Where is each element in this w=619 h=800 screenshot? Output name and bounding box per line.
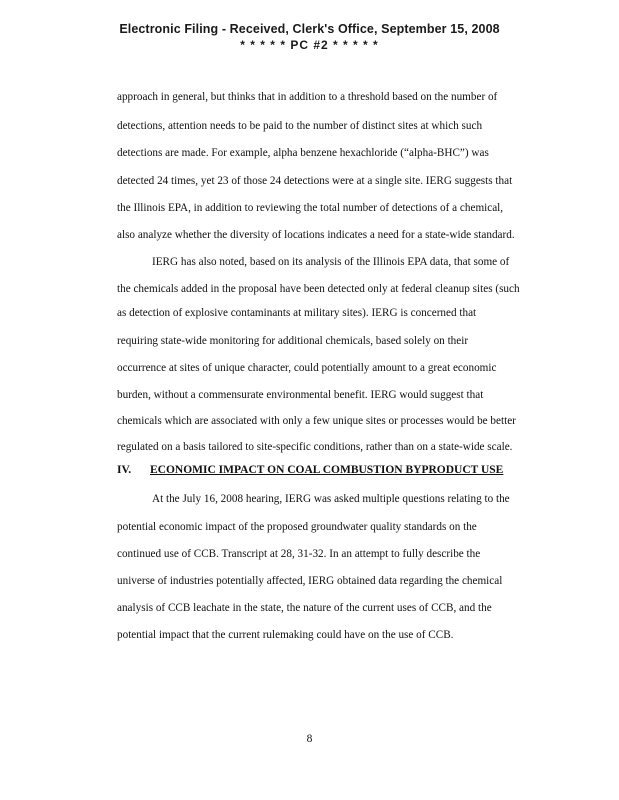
body-line: the chemicals added in the proposal have been detected only at federal cleanup sites (such — [117, 283, 520, 295]
body-line: also analyze whether the diversity of locations indicates a need for a state-wide standard. — [117, 229, 515, 241]
body-line: universe of industries potentially affected, IERG obtained data regarding the chemical — [117, 575, 503, 587]
body-line: detected 24 times, yet 23 of those 24 detections were at a single site. IERG suggests that — [117, 175, 513, 187]
filing-stamp-line2: * * * * * PC #2 * * * * * — [240, 38, 379, 52]
section-number: IV. — [117, 464, 132, 476]
body-line: the Illinois EPA, in addition to reviewing the total number of detections of a chemical, — [117, 202, 504, 214]
body-line: detections, attention needs to be paid to the number of distinct sites at which such — [117, 120, 483, 132]
section-title: ECONOMIC IMPACT ON COAL COMBUSTION BYPRODUCT USE — [150, 464, 504, 476]
body-line: requiring state-wide monitoring for additional chemicals, based solely on their — [117, 335, 469, 347]
body-line: as detection of explosive contaminants at military sites). IERG is concerned that — [117, 307, 477, 319]
body-line: regulated on a basis tailored to site-specific conditions, rather than on a state-wide scale. — [117, 441, 513, 453]
body-line: occurrence at sites of unique character, could potentially amount to a great economic — [117, 362, 497, 374]
body-line: chemicals which are associated with only a few unique sites or processes would be better — [117, 415, 516, 427]
body-line: approach in general, but thinks that in addition to a threshold based on the number of — [117, 91, 498, 103]
body-line: potential impact that the current rulemaking could have on the use of CCB. — [117, 629, 454, 641]
body-line: analysis of CCB leachate in the state, the nature of the current uses of CCB, and the — [117, 602, 492, 614]
body-line: burden, without a commensurate environmental benefit. IERG would suggest that — [117, 389, 484, 401]
page-number: 8 — [306, 733, 313, 745]
section-heading — [117, 465, 503, 477]
body-line: continued use of CCB. Transcript at 28, 31-32. In an attempt to fully describe the — [117, 548, 481, 560]
body-line: potential economic impact of the proposed groundwater quality standards on the — [117, 521, 477, 533]
body-line: At the July 16, 2008 hearing, IERG was asked multiple questions relating to the — [152, 493, 510, 505]
filing-stamp-line1: Electronic Filing - Received, Clerk's Office, September 15, 2008 — [119, 22, 500, 36]
body-line: detections are made. For example, alpha benzene hexachloride (“alpha-BHC”) was — [117, 147, 489, 159]
body-line: IERG has also noted, based on its analysis of the Illinois EPA data, that some of — [152, 256, 510, 268]
